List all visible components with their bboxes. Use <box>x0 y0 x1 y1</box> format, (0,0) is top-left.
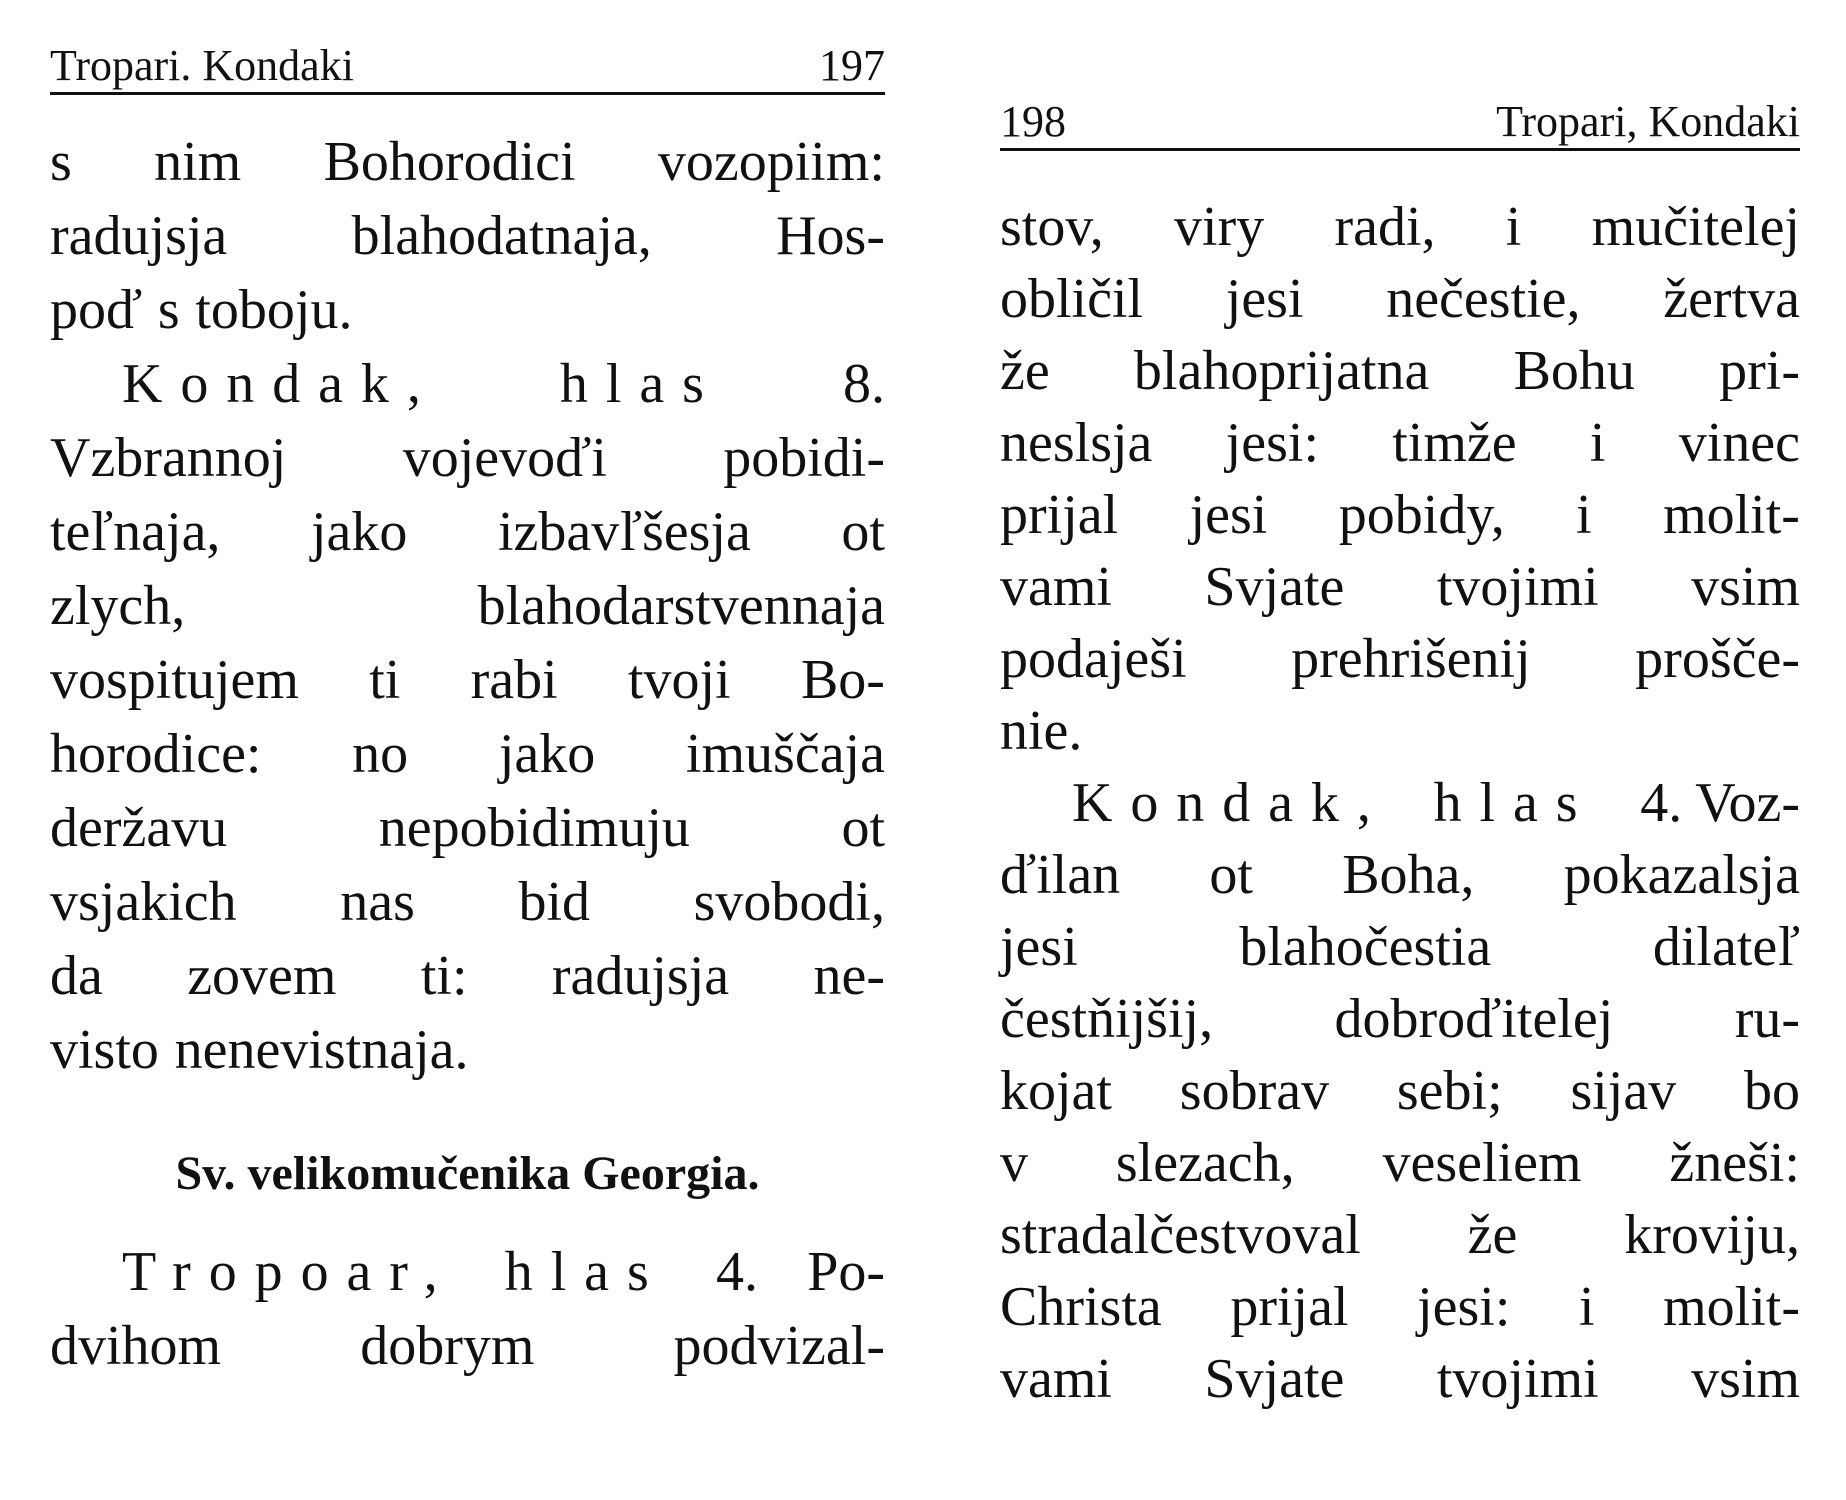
text-line <box>50 791 885 865</box>
word: i <box>1576 484 1592 546</box>
text-line <box>50 865 885 939</box>
word: jesi <box>1000 916 1078 978</box>
word: molit- <box>1663 1276 1800 1338</box>
word: Boha, <box>1342 844 1475 906</box>
word: vsim <box>1691 556 1800 618</box>
word: sebi; <box>1396 1060 1503 1122</box>
word: viry <box>1173 196 1265 258</box>
word: teľnaja, <box>50 501 221 563</box>
word: čestňijšij, <box>1000 988 1214 1050</box>
word: ru- <box>1734 988 1800 1050</box>
word: prijal <box>1000 484 1119 546</box>
text-line <box>1000 191 1800 263</box>
text-line <box>1000 1199 1800 1271</box>
word: Bohorodici <box>323 131 576 193</box>
header-title: Tropari. Kondaki <box>50 41 354 90</box>
word: nim <box>154 131 242 193</box>
word: molit- <box>1663 484 1800 546</box>
word: poď <box>50 279 143 341</box>
text-line <box>1000 263 1800 335</box>
page-number: 198 <box>1000 97 1066 146</box>
word: vospitujem <box>50 649 299 711</box>
kondak-hlas: hlas <box>559 353 722 415</box>
text-line <box>50 273 885 347</box>
word: jesi <box>1189 484 1268 546</box>
text-line <box>1000 551 1800 623</box>
text-line <box>1000 1271 1800 1343</box>
word: Vzbrannoj <box>50 427 287 489</box>
word: jesi: <box>1225 412 1319 474</box>
word: pobidy, <box>1338 484 1505 546</box>
word: že <box>1467 1204 1518 1266</box>
text-line <box>1000 839 1800 911</box>
text-line <box>1000 479 1800 551</box>
word: slezach, <box>1115 1132 1295 1194</box>
word: radujsja <box>551 945 730 1007</box>
right-page <box>1000 0 1800 1415</box>
text-line <box>50 199 885 273</box>
word: stradalčestvoval <box>1000 1204 1361 1266</box>
kondak-number: 8. <box>842 353 885 415</box>
word: ďilan <box>1000 844 1121 906</box>
text-line <box>50 125 885 199</box>
word: žertva <box>1663 268 1800 330</box>
word: jesi <box>1225 268 1304 330</box>
text-line <box>1000 1127 1800 1199</box>
text-line <box>50 939 885 1013</box>
word: dvihom <box>50 1315 222 1377</box>
text-line <box>50 569 885 643</box>
running-head-left <box>50 41 885 95</box>
word: sobrav <box>1179 1060 1330 1122</box>
kondak-heading-line <box>50 347 885 421</box>
word: vojevoďi <box>402 427 607 489</box>
word: jako <box>311 501 408 563</box>
left-paragraph-3 <box>50 1309 885 1383</box>
tropar-number: 4. <box>715 1241 758 1303</box>
word: kojat <box>1000 1060 1112 1122</box>
word: nas <box>340 871 415 933</box>
tropar-label: Tropoar, <box>122 1241 456 1303</box>
word: že <box>1000 340 1050 402</box>
header-title: Tropari, Kondaki <box>1496 97 1800 146</box>
word: podvizal- <box>673 1315 885 1377</box>
running-head-right <box>1000 97 1800 151</box>
word: ne- <box>813 945 885 1007</box>
word: dilateľ <box>1652 916 1800 978</box>
word: Svjate <box>1204 1348 1345 1410</box>
text-line <box>1000 335 1800 407</box>
word: no <box>352 723 409 785</box>
text-line <box>1000 623 1800 695</box>
word: tvojimi <box>1436 1348 1599 1410</box>
word: blahodatnaja, <box>351 205 652 267</box>
left-page <box>50 0 885 1383</box>
word: jesi: <box>1417 1276 1511 1338</box>
word: podaješi <box>1000 628 1187 690</box>
left-text-block <box>50 125 885 1383</box>
word: toboju. <box>195 279 353 341</box>
tropar-hlas: hlas <box>504 1241 667 1303</box>
word: jako <box>498 723 596 785</box>
left-paragraph-2 <box>50 421 885 1087</box>
word: vsjakich <box>50 871 237 933</box>
kondak-label: Kondak, <box>1072 772 1389 834</box>
word: i <box>1578 1276 1595 1338</box>
word: imuščaja <box>685 723 885 785</box>
word: tvoji <box>627 649 731 711</box>
word: ti: <box>420 945 468 1007</box>
word: mučitelej <box>1591 196 1800 258</box>
word: vami <box>1000 1348 1112 1410</box>
word: Bohu <box>1513 340 1635 402</box>
word: dobrym <box>360 1315 535 1377</box>
word: vozopiim: <box>657 131 885 193</box>
word: blahodarstvennaja <box>477 575 885 637</box>
word: vinec <box>1678 412 1800 474</box>
word: svobodi, <box>693 871 885 933</box>
word: blahočestia <box>1239 916 1492 978</box>
word: radujsja <box>50 205 228 267</box>
word: ti <box>369 649 401 711</box>
right-text-block <box>1000 191 1800 1415</box>
text-line <box>1000 983 1800 1055</box>
text-line <box>50 643 885 717</box>
word: pobidi- <box>723 427 885 489</box>
word: i <box>1589 412 1606 474</box>
kondak-label: Kondak, <box>122 353 439 415</box>
word: s <box>157 279 180 341</box>
section-heading: Sv. velikomučenika Georgia. <box>175 1147 760 1200</box>
text-line <box>50 1013 885 1087</box>
text-line <box>50 421 885 495</box>
word: deržavu <box>50 797 228 859</box>
page-number: 197 <box>819 41 885 90</box>
word: rabi <box>470 649 558 711</box>
word: prijal <box>1230 1276 1349 1338</box>
word: dobroďitelej <box>1334 988 1614 1050</box>
left-paragraph-1 <box>50 125 885 347</box>
word: izbavľšesja <box>497 501 751 563</box>
word: Christa <box>1000 1276 1162 1338</box>
text-line <box>1000 1343 1800 1415</box>
text-line <box>1000 407 1800 479</box>
word: nečestie, <box>1386 268 1581 330</box>
word: pokazalsja <box>1563 844 1800 906</box>
text-line <box>1000 695 1800 767</box>
word: bid <box>518 871 591 933</box>
text-line <box>50 1309 885 1383</box>
word: Svjate <box>1204 556 1345 618</box>
word: sijav <box>1570 1060 1677 1122</box>
word: bo <box>1744 1060 1800 1122</box>
word: horodice: <box>50 723 262 785</box>
word: s <box>50 131 72 193</box>
word: vami <box>1000 556 1112 618</box>
kondak-continuation: 4. Voz- <box>1640 772 1800 834</box>
word: veseliem <box>1382 1132 1582 1194</box>
word: ot <box>841 797 885 859</box>
right-paragraph-2 <box>1000 839 1800 1415</box>
word: pri- <box>1719 340 1800 402</box>
word: blahoprijatna <box>1133 340 1430 402</box>
word: obličil <box>1000 268 1144 330</box>
word: nepobidimuju <box>378 797 690 859</box>
word: neslsja <box>1000 412 1153 474</box>
word: nie. <box>1000 700 1083 762</box>
word: kroviju, <box>1624 1204 1800 1266</box>
word: ot <box>1209 844 1253 906</box>
word: vsim <box>1691 1348 1800 1410</box>
word: visto <box>50 1019 159 1081</box>
word: ot <box>841 501 885 563</box>
text-line <box>50 495 885 569</box>
word: v <box>1000 1132 1028 1194</box>
word: radi, <box>1334 196 1436 258</box>
text-line <box>50 717 885 791</box>
word: Bo- <box>800 649 885 711</box>
word: zovem <box>187 945 337 1007</box>
word: Hos- <box>776 205 885 267</box>
word: da <box>50 945 103 1007</box>
right-paragraph-1 <box>1000 191 1800 767</box>
word: nenevistnaja. <box>174 1019 469 1081</box>
word: i <box>1505 196 1522 258</box>
text-line <box>1000 911 1800 983</box>
word: timže <box>1392 412 1517 474</box>
text-line <box>1000 1055 1800 1127</box>
word: prehrišenij <box>1291 628 1531 690</box>
word: tvojimi <box>1436 556 1599 618</box>
word: stov, <box>1000 196 1104 258</box>
tropar-heading-line <box>50 1235 885 1309</box>
word: prošče- <box>1635 628 1800 690</box>
kondak-hlas: hlas <box>1433 772 1596 834</box>
tropar-continuation: Po- <box>807 1241 885 1303</box>
kondak-heading-line <box>1000 767 1800 839</box>
word: žneši: <box>1669 1132 1800 1194</box>
word: zlych, <box>50 575 186 637</box>
